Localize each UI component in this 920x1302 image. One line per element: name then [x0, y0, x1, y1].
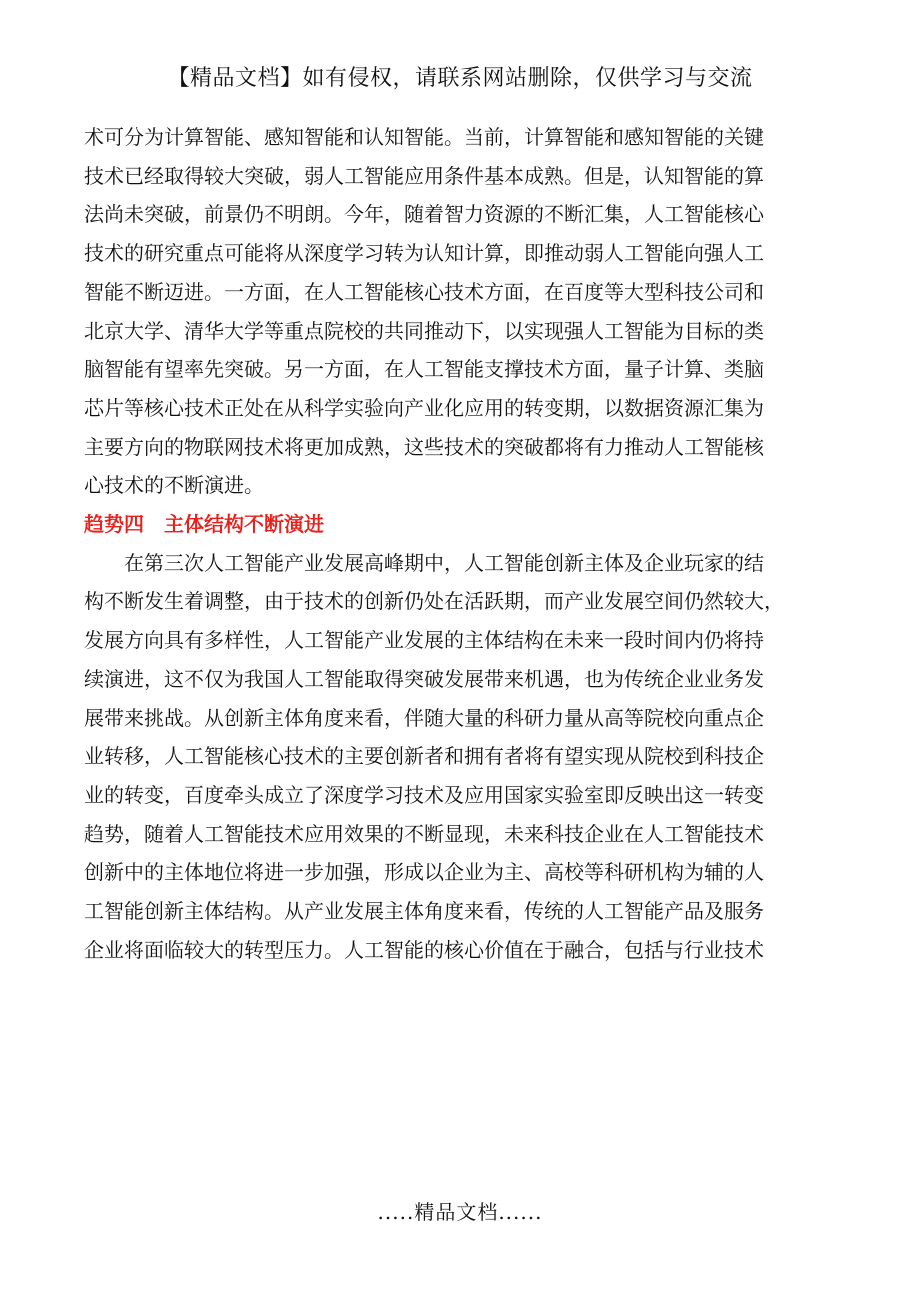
page-footer: .....精品文档......: [377, 1200, 543, 1224]
paragraph-line: 企业将面临较大的转型压力。人工智能的核心价值在于融合，包括与行业技术: [84, 937, 764, 962]
paragraph-line: 续演进，这不仅为我国人工智能取得突破发展带来机遇，也为传统企业业务发: [84, 666, 764, 691]
paragraph-line: 在第三次人工智能产业发展高峰期中，人工智能创新主体及企业玩家的结: [124, 550, 764, 575]
paragraph-line: 创新中的主体地位将进一步加强，形成以企业为主、高校等科研机构为辅的人: [84, 860, 764, 885]
paragraph-line: 展带来挑战。从创新主体角度来看，伴随大量的科研力量从高等院校向重点企: [84, 705, 764, 730]
paragraph-line: 发展方向具有多样性，人工智能产业发展的主体结构在未来一段时间内仍将持: [84, 628, 764, 653]
page-header: 【精品文档】如有侵权，请联系网站删除，仅供学习与交流: [167, 66, 753, 91]
paragraph-line: 北京大学、清华大学等重点院校的共同推动下，以实现强人工智能为目标的类: [84, 318, 764, 343]
paragraph-line: 技术的研究重点可能将从深度学习转为认知计算，即推动弱人工智能向强人工: [84, 241, 764, 266]
paragraph-line: 术可分为计算智能、感知智能和认知智能。当前，计算智能和感知智能的关键: [84, 125, 764, 149]
paragraph-line: 业转移，人工智能核心技术的主要创新者和拥有者将有望实现从院校到科技企: [84, 744, 764, 769]
paragraph-line: 法尚未突破，前景仍不明朗。今年，随着智力资源的不断汇集，人工智能核心: [84, 202, 764, 227]
section-heading: 趋势四 主体结构不断演进: [84, 512, 324, 537]
paragraph-line: 心技术的不断演进。: [84, 473, 264, 498]
document-body: [84, 118, 836, 969]
paragraph-line: 智能不断迈进。一方面，在人工智能核心技术方面，在百度等大型科技公司和: [84, 279, 764, 304]
paragraph-technology: [84, 118, 836, 505]
paragraph-line: 芯片等核心技术正处在从科学实验向产业化应用的转变期，以数据资源汇集为: [84, 395, 764, 420]
paragraph-line: 技术已经取得较大突破，弱人工智能应用条件基本成熟。但是，认知智能的算: [84, 163, 764, 188]
paragraph-line: 脑智能有望率先突破。另一方面，在人工智能支撑技术方面，量子计算、类脑: [84, 357, 764, 382]
paragraph-line: 业的转变，百度牵头成立了深度学习技术及应用国家实验室即反映出这一转变: [84, 782, 764, 807]
paragraph-line: 构不断发生着调整，由于技术的创新仍处在活跃期，而产业发展空间仍然较大，: [84, 589, 784, 614]
paragraph-line: 工智能创新主体结构。从产业发展主体角度来看，传统的人工智能产品及服务: [84, 899, 764, 924]
paragraph-line: 主要方向的物联网技术将更加成熟，这些技术的突破都将有力推动人工智能核: [84, 434, 764, 459]
paragraph-structure: [84, 544, 836, 970]
paragraph-line: 趋势，随着人工智能技术应用效果的不断显现，未来科技企业在人工智能技术: [84, 821, 764, 846]
